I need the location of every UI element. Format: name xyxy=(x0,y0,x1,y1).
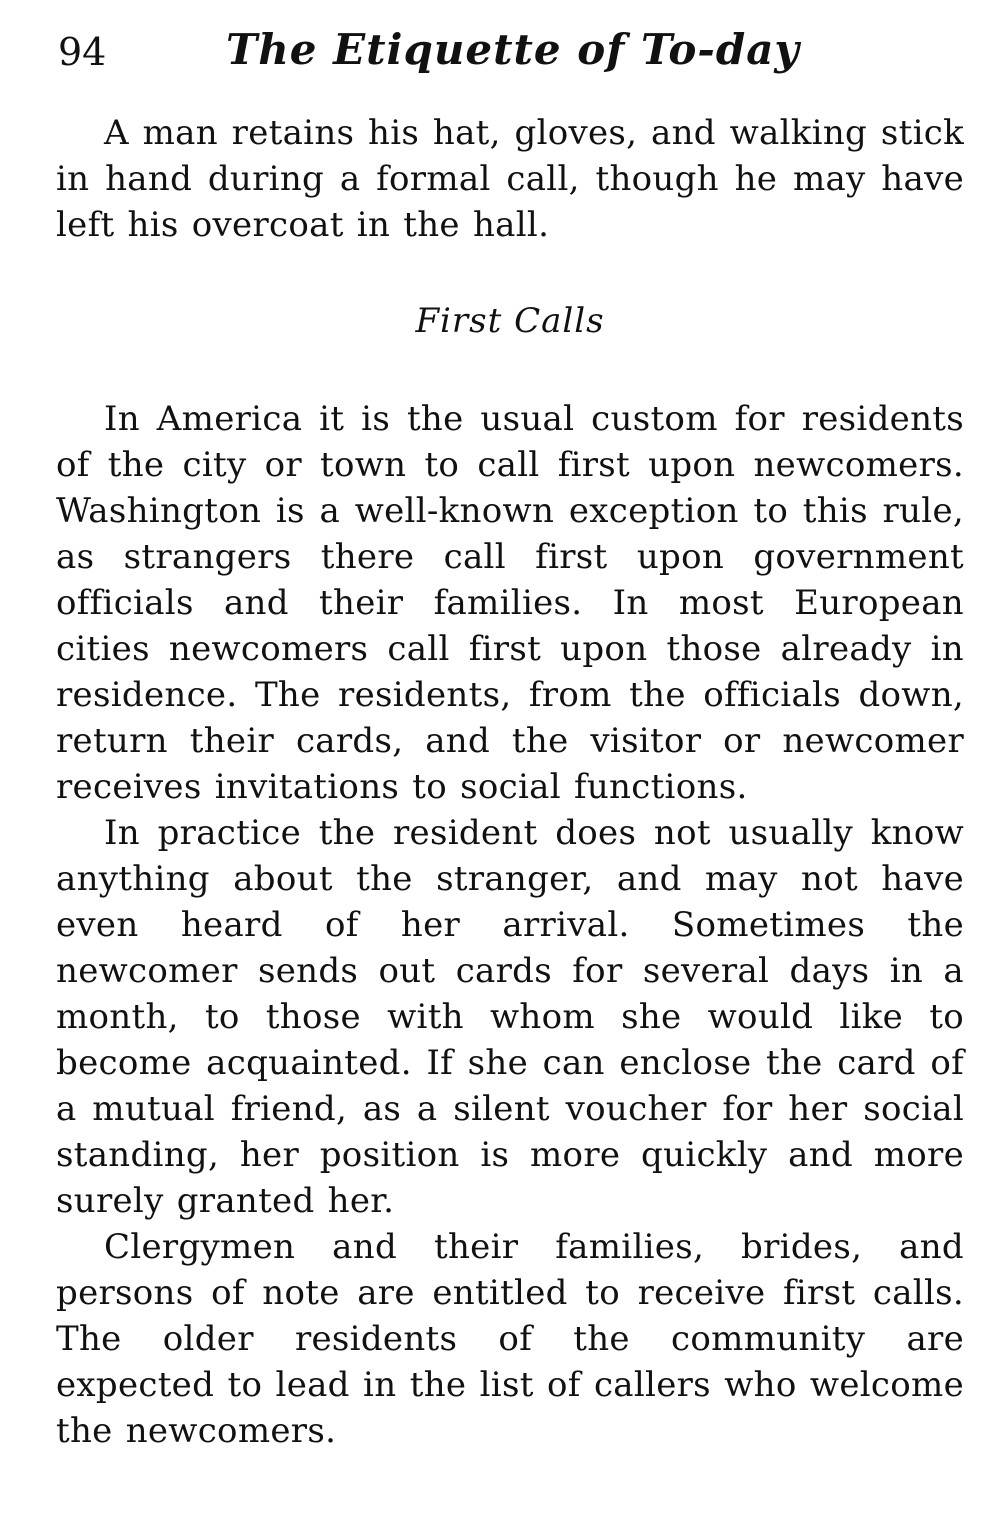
book-title: The Etiquette of To-day xyxy=(226,25,800,74)
book-page xyxy=(56,22,964,1454)
running-head xyxy=(56,22,964,88)
paragraph-practice: In practice the resident does not usually know anything about the stranger, and may not have even heard of her arrival. Sometimes the newcomer sends out cards for several days in a month, to those with whom she would like to become acquainted. If she can enclose the card of a mutual friend, as a silent voucher for her social standing, her position is more quickly and more surely granted her. xyxy=(56,813,964,1221)
section-heading: First Calls xyxy=(415,301,605,341)
paragraph-hat-gloves: A man retains his hat, gloves, and walking stick in hand during a formal call, though he may have left his overcoat in the hall. xyxy=(56,113,964,245)
paragraph-clergymen: Clergymen and their families, brides, and persons of note are entitled to receive first calls. The older residents of the community are expected to lead in the list of callers who welcome the newcomers. xyxy=(56,1227,964,1451)
paragraph-custom: In America it is the usual custom for residents of the city or town to call first upon newcomers. Washington is a well-known exception to this rule, as strangers there call first upon government officials and their families. In most European cities newcomers call first upon those already in residence. The residents, from the officials down, return their cards, and the visitor or newcomer receives invitations to social functions. xyxy=(56,399,964,807)
page-number: 94 xyxy=(58,30,107,74)
